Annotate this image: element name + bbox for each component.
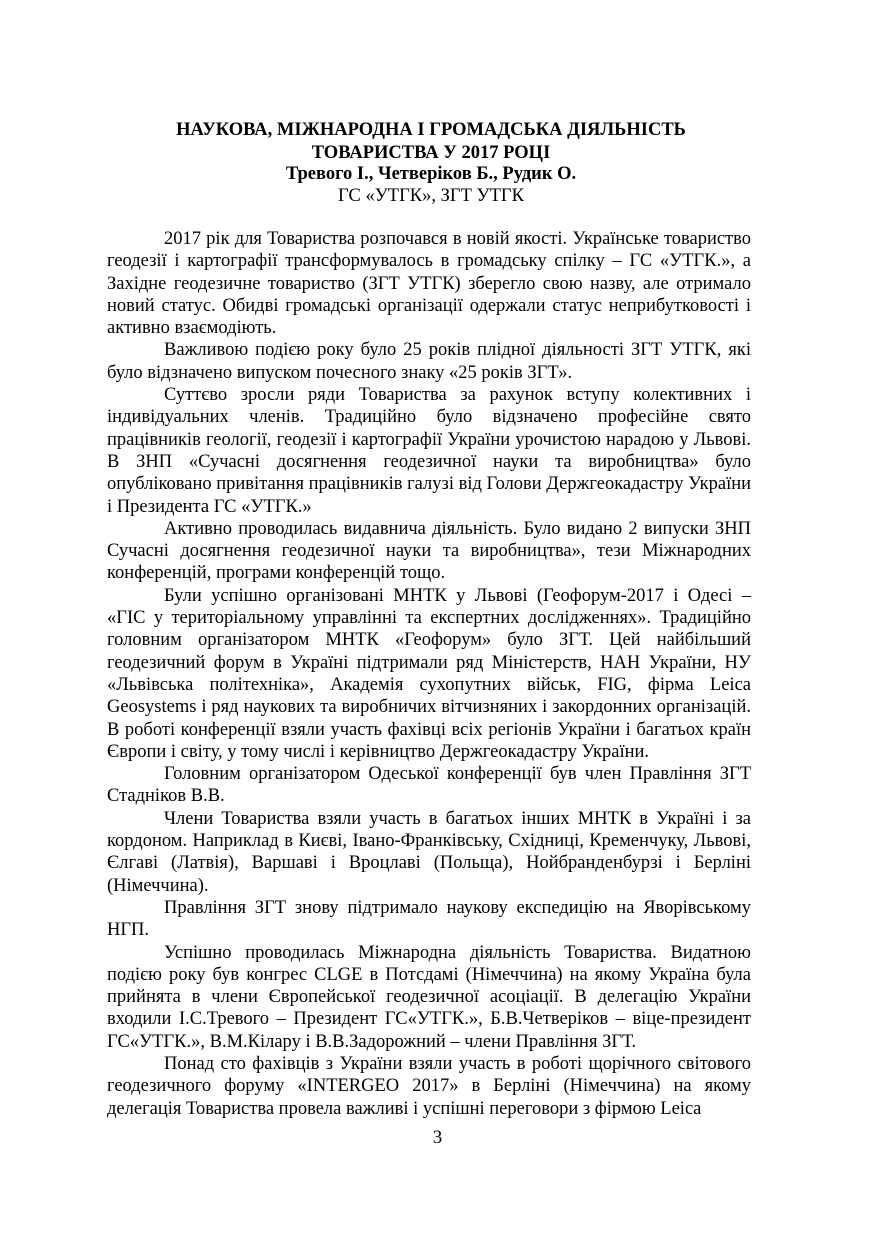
affiliation: ГС «УТГК», ЗГТ УТГК bbox=[338, 186, 524, 206]
paragraph-7: Члени Товариства взяли участь в багатьох інших МНТК в Україні і за кордоном. Наприклад в Києві, Івано-Франківську, Східниці, Кременчуку, Львові, Єлгаві (Латвія), Варшаві і Вроцлаві (Польща), Нойбранденбурзі і Берліні (Німеччина). bbox=[107, 808, 751, 896]
paragraph-5: Були успішно організовані МНТК у Львові (Геофорум-2017 і Одесі – «ГІС у територіальному управлінні та експертних дослідженнях». Традиційно головним організатором МНТК «Геофорум» було ЗГТ. Цей найбільший геодезичний форум в Україні підтримали ряд Міністерств, НАН України, НУ «Львівська політехніка», Академія сухопутних військ, FIG, фірма Leica Geosystems і ряд наукових та виробничих вітчизняних і закордонних організацій. В роботі конференції взяли участь фахівці всіх регіонів України і багатьох країн Європи і світу, у тому числі і керівництво Держгеокадастру України. bbox=[107, 585, 751, 762]
paragraph-6: Головним організатором Одеської конференції був член Правління ЗГТ Стадніков В.В. bbox=[107, 764, 751, 807]
article-body bbox=[107, 228, 751, 1120]
article-title bbox=[105, 119, 757, 164]
paragraph-8: Правління ЗГТ знову підтримало наукову експедицію на Яворівському НГП. bbox=[107, 897, 751, 941]
authors: Тревого І., Четвеpіков Б., Рудик О. bbox=[285, 164, 577, 184]
paragraph-2: Важливою подією року було 25 років плідної діяльності ЗГТ УТГК, які було відзначено випуском почесного знаку «25 років ЗГТ». bbox=[107, 340, 751, 383]
title-line-1: НАУКОВА, МІЖНАРОДНА І ГРОМАДСЬКА ДІЯЛЬНІСТЬ bbox=[176, 120, 686, 140]
title-line-2: ТОВАРИСТВА У 2017 РОЦІ bbox=[311, 142, 551, 163]
page-number: 3 bbox=[432, 1127, 443, 1148]
paragraph-9: Успішно проводилась Міжнародна діяльність Товариства. Видатною подією року був конгрес CLGE в Потсдамі (Німеччина) на якому Україна була прийнята в члени Європейської геодезичної асоціації. В делегацію України входили І.С.Тревого – Президент ГС«УТГК.», Б.В.Четвеpіков – віце-президент ГС«УТГК.», В.М.Кілару і В.В.Задорожний – члени Правління ЗГТ. bbox=[107, 942, 751, 1052]
paragraph-4: Активно проводилась видавнича діяльність. Було видано 2 випуски ЗНП Сучасні досягнення геодезичної науки та виробництва», тези Міжнародних конференцій, програми конференцій тощо. bbox=[107, 518, 751, 584]
paragraph-10: Понад сто фахівців з України взяли участь в роботі щорічного світового геодезичного форуму «INTERGEO 2017» в Берліні (Німеччина) на якому делегація Товариства провела важливі і успішні переговори з фірмою Leica bbox=[107, 1053, 751, 1119]
paragraph-1: 2017 рік для Товариства розпочався в новій якості. Українське товариство геодезії і картографії трансформувалось в громадську спілку – ГС «УТГК.», а Західне геодезичне товариство (ЗГТ УТГК) зберегло свою назву, але отримало новий статус. Обидві громадські організації одержали статус неприбутковості і активно взаємодіють. bbox=[107, 229, 751, 339]
paragraph-3: Суттєво зросли ряди Товариства за рахунок вступу колективних і індивідуальних членів. Традиційно було відзначено професійне свято працівників геології, геодезії і картографії України урочистою нарадою у Львові. В ЗНП «Сучасні досягнення геодезичної науки та виробництва» було опубліковано привітання працівників галузі від Голови Держгеокадастру України і Президента ГС «УТГК.» bbox=[107, 385, 752, 517]
